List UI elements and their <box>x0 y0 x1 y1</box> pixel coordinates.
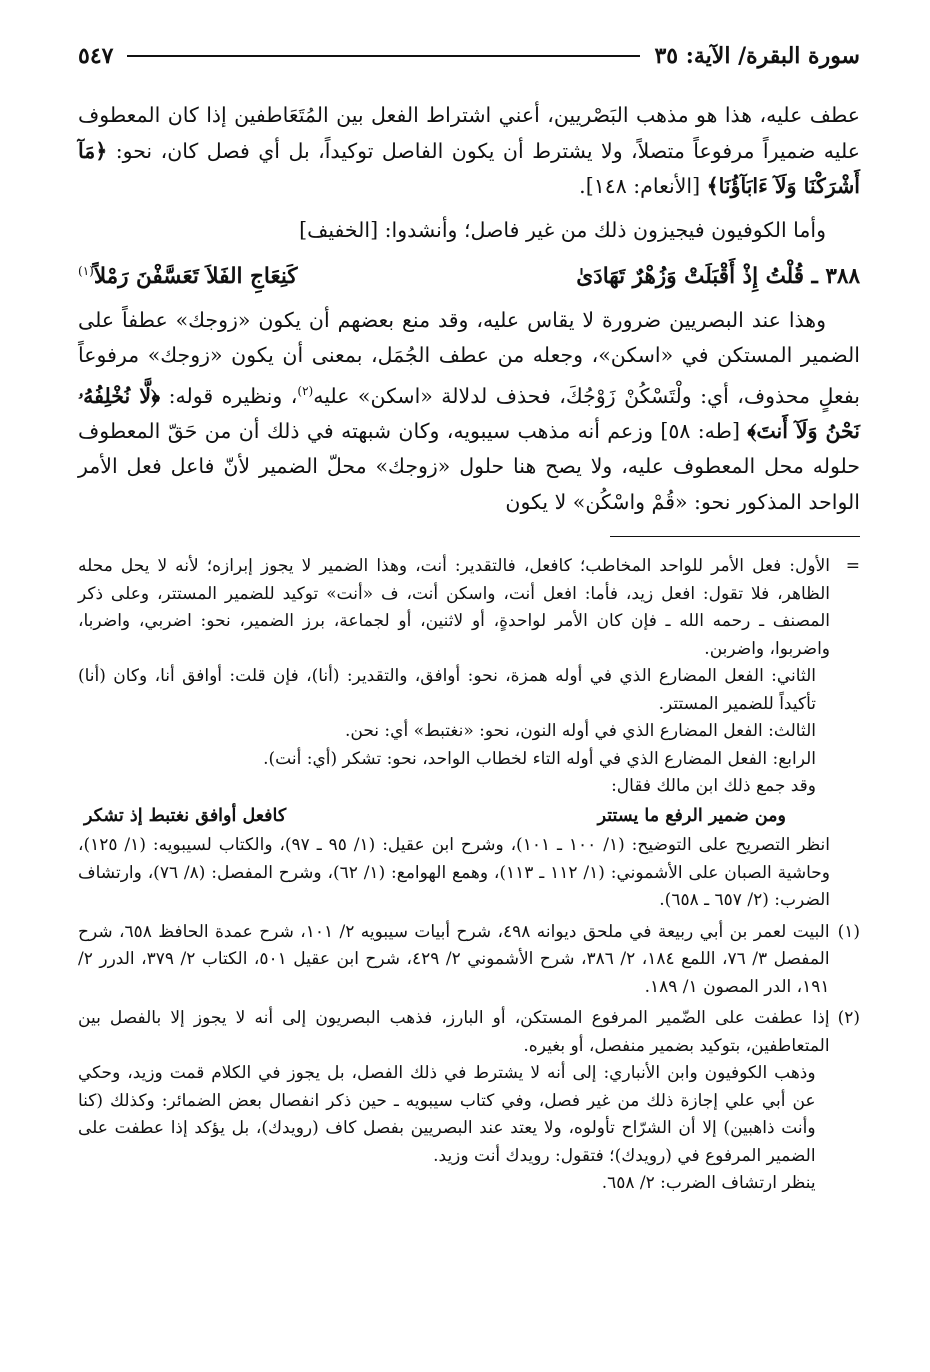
footnote-2 <box>78 1005 860 1198</box>
footnote-1-text: البيت لعمر بن أبي ربيعة في ملحق ديوانه ٤٩٨، شرح أبيات سيبويه ٢/ ١٠١، شرح عمدة الحافظ ٦٥٨، شرح المفصل ٣/ ٧٦، اللمع ١٨٤، ٢/ ٣٨٦، شرح الأشموني ٢/ ٤٢٩، شرح ابن عقيل ٥٠١، الكتاب ٢/ ٣٧٩، الدرر ٢/ ١٩١، الدر المصون ١/ ١٨٩. <box>78 921 830 997</box>
footnote-cont-p4: الرابع: الفعل المضارع الذي في أوله التاء لخطاب الواحد، نحو: تشكر (أي: أنت). <box>263 748 816 769</box>
footnote-1-mark: (١) <box>837 921 860 942</box>
header-rule <box>127 55 640 57</box>
footnote-2-p2: وذهب الكوفيون وابن الأنباري: إلى أنه لا يشترط في ذلك الفصل، بل يجوز في الكلام قمت وزيد، وحكي عن أبي علي إجازة ذلك من غير فصل، وفي كتاب سيبويه ـ حين ذكر انفصال بعض الضمائر: وكذلك (كنا وأنت ذاهبين) إلا أن الشرّاح تأولوه، ولا يعتد عند البصريين بفصل كاف (رويدك)، بل يؤكد إذا عطفت على الضمير المرفوع في (رويدك)؛ فتقول: رويدك أنت وزيد. <box>78 1063 816 1166</box>
footnote-2-mark: (٢) <box>837 1008 860 1029</box>
footnote-ref-1[interactable]: (١) <box>78 264 94 278</box>
running-header <box>78 34 860 78</box>
ibn-malik-verse <box>78 803 830 831</box>
quran-quote-2: ﴿لَّا نُخْلِفُهُۥ نَحْنُ وَلَآ أَنتَ﴾ <box>78 383 860 443</box>
footnote-cont-p1: الأول: فعل الأمر للواحد المخاطب؛ كافعل، فالتقدير: أنت، وهذا الضمير لا يجوز إبرازه؛ لأنه لا يحل محله الظاهر، فلا تقول: افعل زيد، فأما: افعل أنت، واسكن أنت، ف «أنت» توكيد للضمير المستتر، وعلى ذكر المصنف ـ رحمه الله ـ فإن كان الأمر لواحدةٍ، أو لاثنين، أو لجماعة، برز الضمير، نحو: اضربي، واضربا، واضربوا، واضربن. <box>78 556 830 659</box>
paragraph-3: وهذا عند البصريين ضرورة لا يقاس عليه، وقد منع بعضهم أن يكون «زوجك» عطفاً على الضمير المستكن في «اسكن»، وجعله من عطف الجُمَل، بمعنى أن يكون «زوجك» مرفوعاً بفعلٍ محذوف، أي: ولْتَسْكُنْ زَوْجُكَ، فحذف لدلالة «اسكن» عليه$^{(٢)}$، ونظيره قوله: ﴿لَّا نُخْلِفُهُۥ نَحْنُ وَلَآ أَنتَ﴾ [طه: ٥٨] وزعم أنه مذهب سيبويه، وكان شبهته في ذلك أن من حَقّ المعطوف حلوله محل المعطوف عليه، ولا يصح هنا حلول «زوجك» محلّ الضمير لأنّ فاعل فعل الأمر الواحد المذكور نحو: «قُمْ واسْكُن» لا يكون <box>78 307 861 514</box>
poetry-verse <box>78 254 860 295</box>
continuation-mark: = <box>845 556 860 577</box>
quran-quote-1: ﴿مَآ أَشْرَكْنَا وَلَآ ءَابَآؤُنَا﴾ <box>78 138 860 198</box>
verse-second-hemistich: كَنِعَاجِ الفَلاَ تَعَسَّفْنَ رَمْلاً$^{(١)}$ <box>78 264 298 290</box>
footnote-2-p3: ينظر ارتشاف الضرب: ٢/ ٦٥٨. <box>601 1173 816 1194</box>
footnote-separator <box>610 536 860 537</box>
footnote-cont-p3: الثالث: الفعل المضارع الذي في أوله النون، نحو: «نغتبط» أي: نحن. <box>344 721 816 742</box>
quran-ref-1: [الأنعام: ١٤٨]. <box>579 174 701 198</box>
surah-ayah-title: سورة البقرة/ الآية: ٣٥ <box>654 43 860 69</box>
poem-second-hemistich: كافعل أوافق نغتبط إذ تشكر <box>84 805 287 826</box>
footnote-ref-2[interactable]: (٢) <box>297 383 314 398</box>
footnote-2-p1: إذا عطفت على الضّمير المرفوع المستكن، أو البارز، فذهب البصريون إلى أنه لا يجوز إلا بالفصل بين المتعاطفين، بتوكيد بضمير منفصل، أو بغيره. <box>78 1008 830 1056</box>
footnote-1 <box>78 919 860 1002</box>
main-text <box>78 98 860 520</box>
footnote-continuation <box>78 553 860 915</box>
footnote-cont-p5: وقد جمع ذلك ابن مالك فقال: <box>611 776 816 797</box>
poem-first-hemistich: ومن ضمير الرفع ما يستتر <box>597 805 786 826</box>
page-number: ٥٤٧ <box>78 43 114 69</box>
paragraph-1 <box>78 98 860 205</box>
footnote-cont-p2: الثاني: الفعل المضارع الذي في أوله همزة، نحو: أوافق، والتقدير: (أنا)، فإن قلت: أوافق أنا، وكان (أنا) تأكيداً للضمير المستتر. <box>78 666 816 714</box>
paragraph-2: وأما الكوفيون فيجيزون ذلك من غير فاصل؛ وأنشدوا: [الخفيف] <box>299 217 826 242</box>
paragraph-1-text: عطف عليه، هذا هو مذهب البَصْريين، أعني اشتراط الفعل بين المُتَعَاطفين إذا كان المعطوف عليه ضميراً مرفوعاً متصلاً، ولا يشترط أن يكون الفاصل توكيداً، بل أي فصل كان، نحو: <box>78 103 860 163</box>
footnote-cont-p6: انظر التصريح على التوضيح: (١/ ١٠٠ ـ ١٠١)، وشرح ابن عقيل: (١/ ٩٥ ـ ٩٧)، والكتاب لسيبويه: (١/ ١٢٥)، وحاشية الصبان على الأشموني: (١/ ١١٢ ـ ١١٣)، وهمع الهوامع: (١/ ٦٢)، وشرح المفصل: (٨/ ٧٦)، وارتشاف الضرب: (٢/ ٦٥٧ ـ ٦٥٨). <box>78 835 830 911</box>
verse-first-hemistich: ٣٨٨ ـ قُلْتُ إِذْ أَقْبَلَتْ وَزُهْرٌ تَهَادَىٰ <box>576 264 860 290</box>
footnotes <box>78 553 860 1198</box>
